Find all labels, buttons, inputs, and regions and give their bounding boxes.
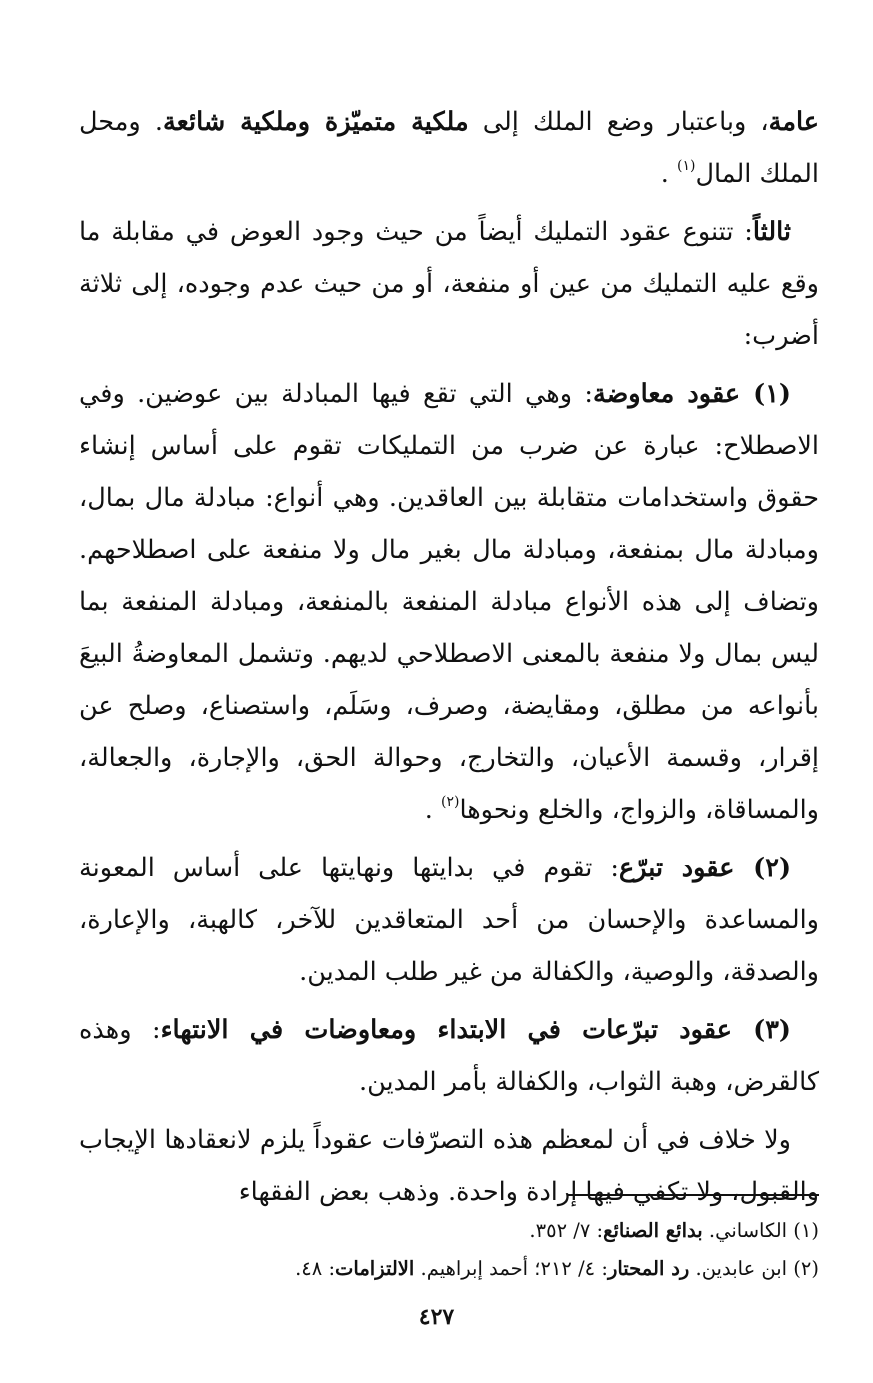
paragraph bbox=[79, 206, 819, 362]
page-number: ٤٢٧ bbox=[418, 1304, 455, 1330]
text-run: : وهذه كالقرض، وهبة الثواب، والكفالة بأمر المدين. bbox=[79, 1015, 819, 1097]
paragraph bbox=[79, 96, 819, 200]
footnote-marker[interactable]: (٢) bbox=[441, 794, 460, 810]
footnote-marker[interactable]: (١) bbox=[677, 158, 696, 174]
paragraph bbox=[79, 1114, 819, 1218]
bold-term: (١) عقود معاوضة bbox=[592, 379, 791, 409]
sentence-end: . bbox=[424, 795, 441, 825]
paragraph bbox=[79, 1004, 819, 1108]
text-run: (٢) ابن عابدين. bbox=[689, 1257, 819, 1280]
footnotes bbox=[79, 1212, 819, 1288]
paragraph bbox=[79, 368, 819, 836]
main-text bbox=[79, 96, 819, 1218]
bold-term: ملكية متميّزة وملكية شائعة bbox=[163, 107, 469, 137]
text-run: : وهي التي تقع فيها المبادلة بين عوضين. وفي الاصطلاح: عبارة عن ضرب من التمليكات تقوم على أساس إنشاء حقوق واستخدامات متقابلة بين العاقدين. وهي أنواع: مبادلة مال بمال، ومبادلة مال بمنفعة، ومبادلة مال بغير مال ولا منفعة على اصطلاحهم. وتضاف إلى هذه الأنواع مبادلة المنفعة بالمنفعة، ومبادلة المنفعة بما ليس بمال ولا منفعة بالمعنى الاصطلاحي لديهم. وتشمل المعاوضةُ البيعَ بأنواعه من مطلق، ومقايضة، وصرف، وسَلَم، واستصناع، وصلح عن إقرار، وقسمة الأعيان، والتخارج، وحوالة الحق، والإجارة، والجعالة، والمساقاة، والزواج، والخلع ونحوها bbox=[79, 379, 819, 825]
text-run: : تقوم في بدايتها ونهايتها على أساس المعونة والمساعدة والإحسان من أحد المتعاقدين للآخر، كالهبة، والإعارة، والصدقة، والوصية، والكفالة من غير طلب المدين. bbox=[79, 853, 819, 987]
text-run: : ٤٨. bbox=[295, 1257, 336, 1280]
text-run: . ومحل الملك المال bbox=[79, 107, 819, 189]
bold-term: (٣) عقود تبرّعات في الابتداء ومعاوضات في الانتهاء bbox=[160, 1015, 791, 1045]
text-run: (١) الكاساني. bbox=[702, 1219, 819, 1242]
text-run: : تتنوع عقود التمليك أيضاً من حيث وجود العوض في مقابلة ما وقع عليه التمليك من عين أو منفعة، أو من حيث عدم وجوده، إلى ثلاثة أضرب: bbox=[79, 217, 819, 351]
text-run: : ٤/ ٢١٢؛ أحمد إبراهيم. bbox=[414, 1257, 608, 1280]
footnote bbox=[79, 1212, 819, 1250]
text-run: : ٧/ ٣٥٢. bbox=[529, 1219, 604, 1242]
paragraph bbox=[79, 842, 819, 998]
bold-term: الالتزامات bbox=[335, 1257, 415, 1280]
sentence-end: . bbox=[660, 159, 677, 189]
bold-term: ثالثاً bbox=[752, 217, 791, 247]
bold-term: رد المحتار bbox=[607, 1257, 690, 1280]
text-run: ولا خلاف في أن لمعظم هذه التصرّفات عقوداً يلزم لانعقادها الإيجاب والقبول، ولا تكفي فيها إرادة واحدة. وذهب بعض الفقهاء bbox=[79, 1125, 819, 1207]
bold-term: عامة bbox=[768, 107, 819, 137]
bold-term: (٢) عقود تبرّع bbox=[618, 853, 792, 883]
text-run: ، وباعتبار وضع الملك إلى bbox=[468, 107, 769, 137]
footnote-separator bbox=[568, 1194, 819, 1196]
footnote bbox=[79, 1250, 819, 1288]
bold-term: بدائع الصنائع bbox=[603, 1219, 703, 1242]
